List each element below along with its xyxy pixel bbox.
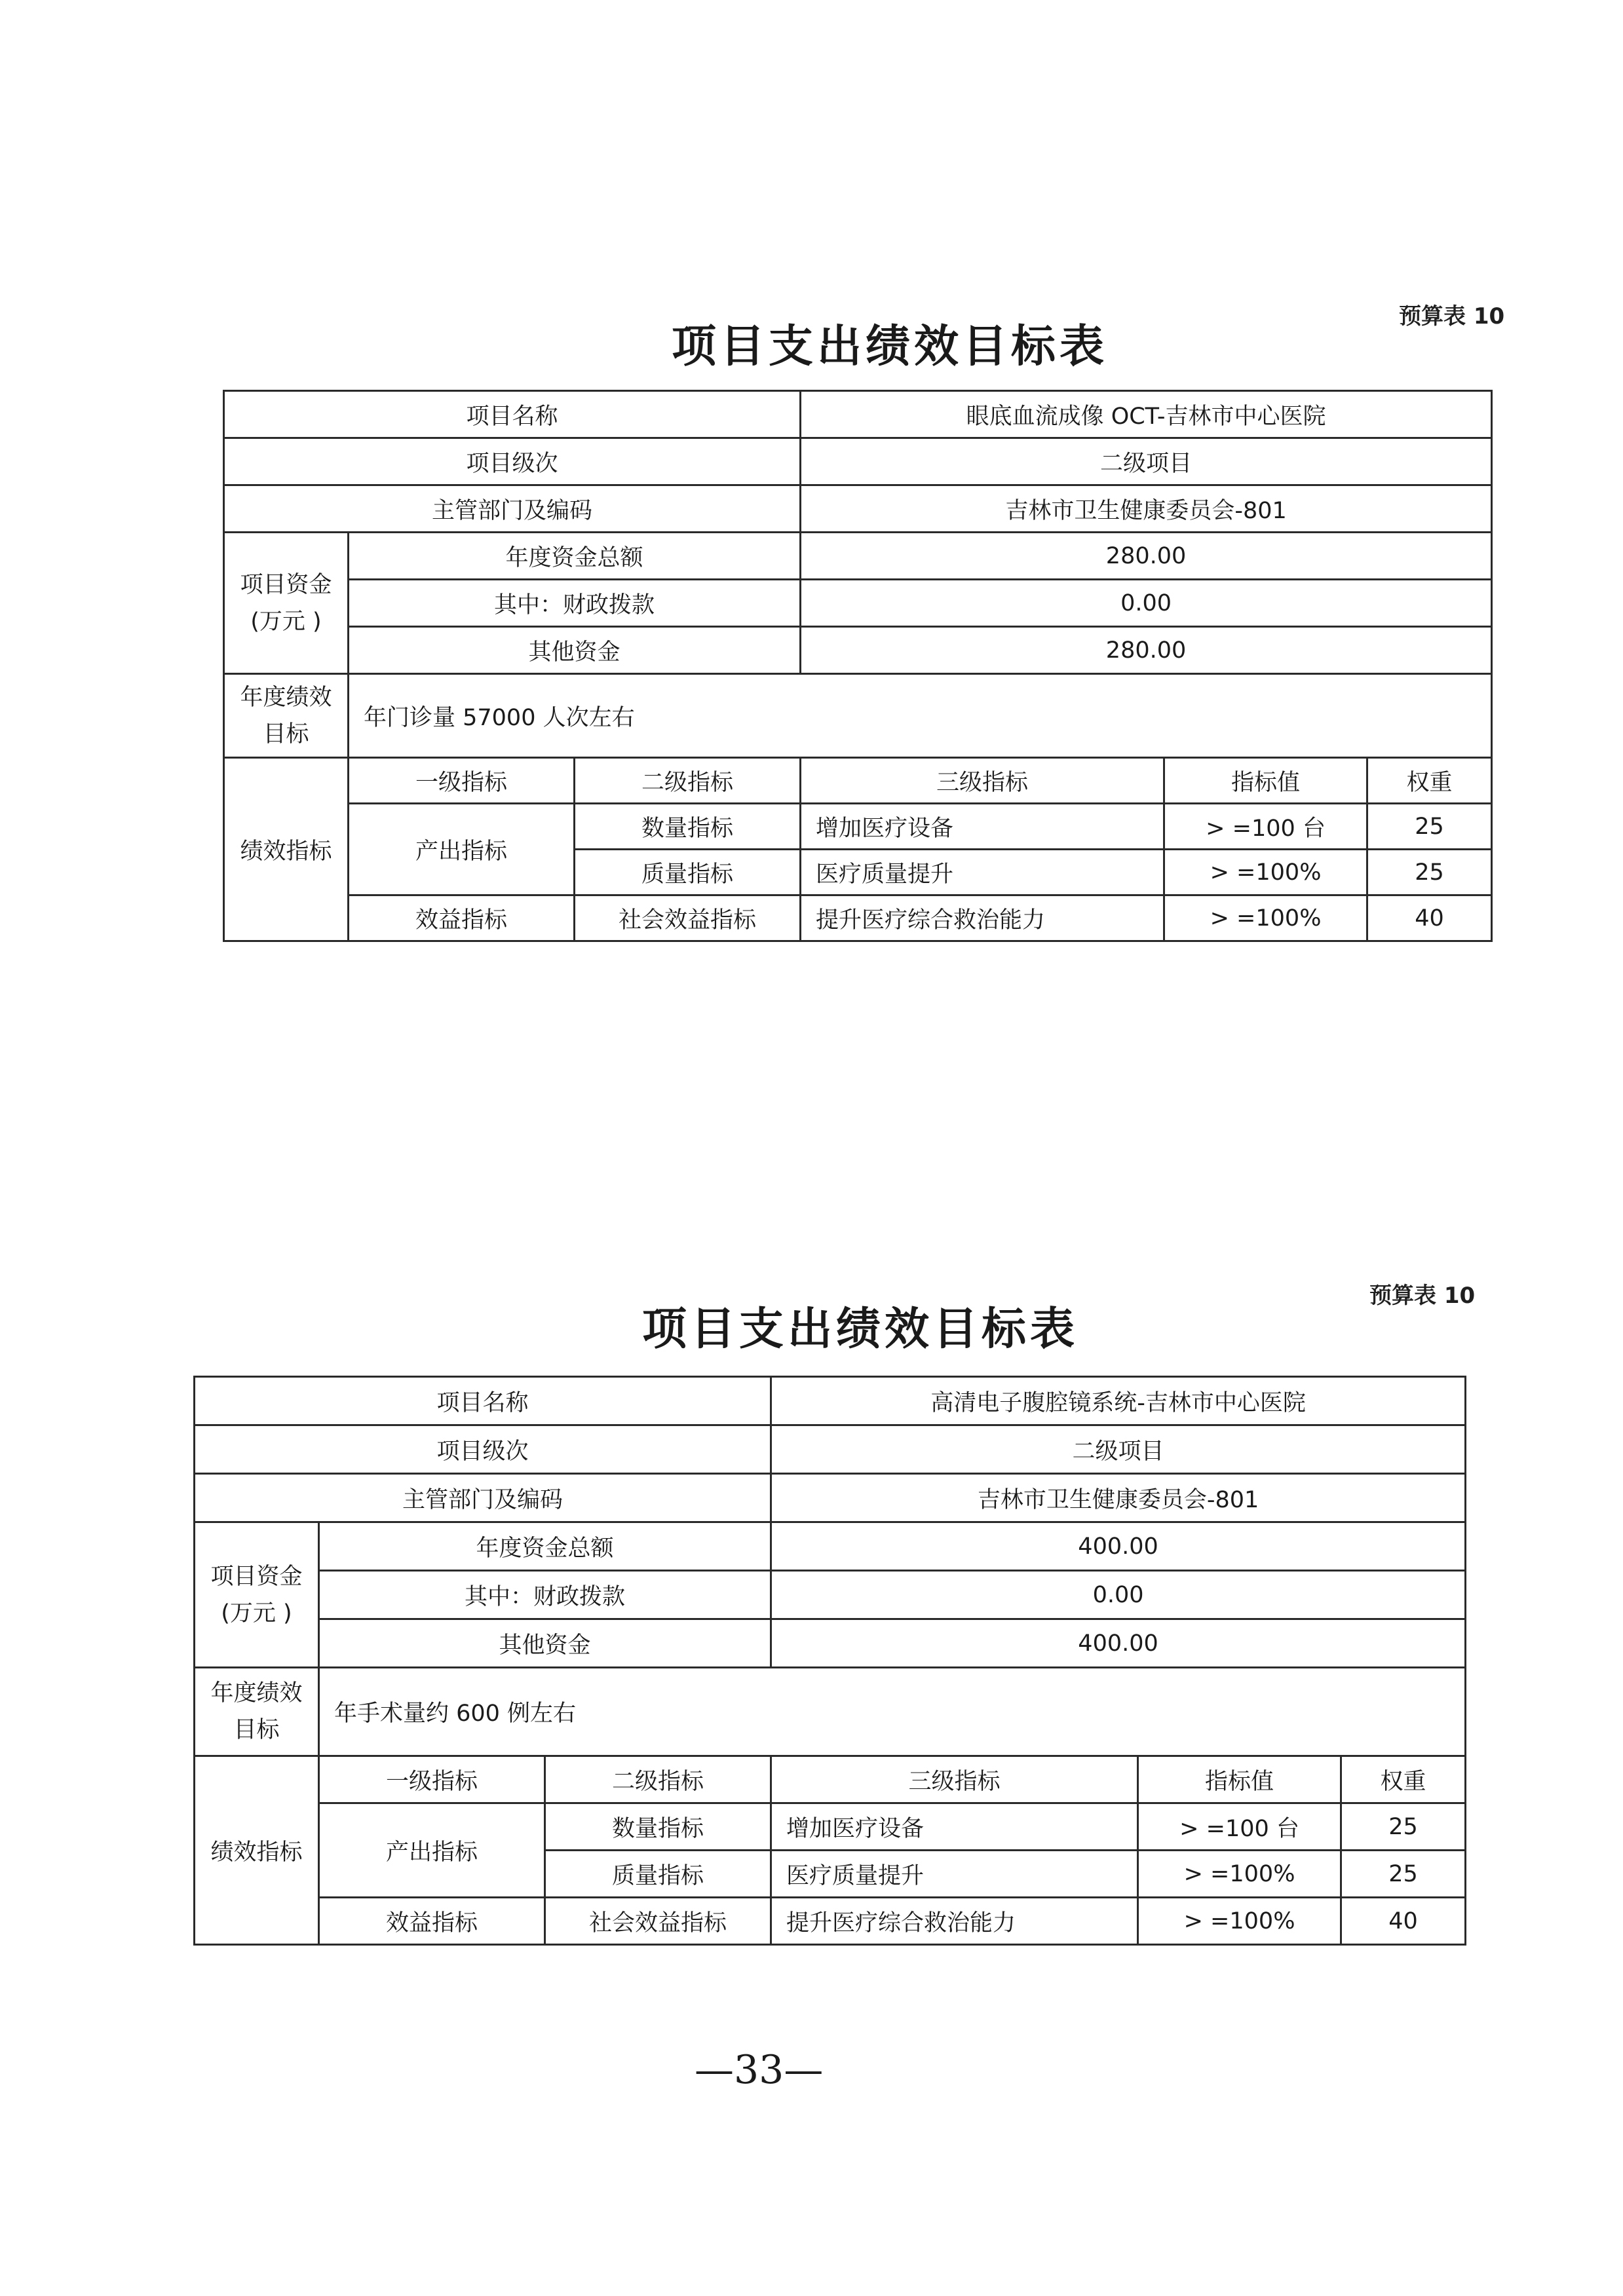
label-project-level: 项目级次 [224,438,801,485]
value-dept-code: 吉林市卫生健康委员会-801 [771,1474,1466,1522]
label-dept-code: 主管部门及编码 [195,1474,771,1522]
label-other-funds: 其他资金 [319,1619,771,1668]
row-project-level [224,438,1492,485]
row-annual-goal [224,674,1492,758]
label-funds: 项目资金 (万元 ) [195,1522,319,1668]
value-cell: > =100% [1164,895,1367,941]
header-indicator-value: 指标值 [1138,1756,1341,1803]
row-project-level [195,1425,1466,1474]
row-fiscal [195,1571,1466,1619]
value-cell: > =100 台 [1138,1803,1341,1851]
header-weight: 权重 [1367,758,1492,804]
header-indicator-value: 指标值 [1164,758,1367,804]
performance-table [193,1376,1466,1946]
header-level2: 二级指标 [575,758,801,804]
level3-cell: 医疗质量提升 [771,1851,1138,1898]
row-dept-code [224,485,1492,533]
value-annual-goal: 年手术量约 600 例左右 [319,1668,1466,1756]
value-annual-total: 280.00 [801,533,1492,580]
weight-cell: 25 [1341,1803,1466,1851]
value-dept-code: 吉林市卫生健康委员会-801 [801,485,1492,533]
row-project-name [195,1377,1466,1425]
label-fiscal: 其中：财政拨款 [349,580,801,627]
level1-benefit: 效益指标 [319,1898,545,1945]
label-fiscal: 其中：财政拨款 [319,1571,771,1619]
value-fiscal: 0.00 [801,580,1492,627]
row-annual-total [224,533,1492,580]
header-level2: 二级指标 [545,1756,771,1803]
label-dept-code: 主管部门及编码 [224,485,801,533]
label-performance: 绩效指标 [224,758,349,941]
row-indicator-header [195,1756,1466,1803]
value-project-level: 二级项目 [771,1425,1466,1474]
level3-cell: 增加医疗设备 [771,1803,1138,1851]
value-project-level: 二级项目 [801,438,1492,485]
value-other-funds: 280.00 [801,627,1492,674]
level1-output: 产出指标 [349,804,575,895]
value-project-name: 高清电子腹腔镜系统-吉林市中心医院 [771,1377,1466,1425]
value-cell: > =100% [1138,1851,1341,1898]
row-annual-total [195,1522,1466,1571]
indicator-row [195,1898,1466,1945]
label-annual-goal: 年度绩效 目标 [195,1668,319,1756]
label-annual-goal: 年度绩效 目标 [224,674,349,758]
value-cell: > =100 台 [1164,804,1367,850]
sheet-title: 项目支出绩效目标表 [642,1304,1079,1355]
label-other-funds: 其他资金 [349,627,801,674]
label-funds: 项目资金 (万元 ) [224,533,349,674]
performance-table [223,390,1493,942]
row-fiscal [224,580,1492,627]
level1-benefit: 效益指标 [349,895,575,941]
weight-cell: 25 [1341,1851,1466,1898]
weight-cell: 40 [1341,1898,1466,1945]
label-annual-total: 年度资金总额 [319,1522,771,1571]
header-weight: 权重 [1341,1756,1466,1803]
label-performance: 绩效指标 [195,1756,319,1945]
label-project-name: 项目名称 [224,391,801,438]
level3-cell: 医疗质量提升 [801,850,1164,895]
row-project-name [224,391,1492,438]
header-level1: 一级指标 [319,1756,545,1803]
weight-cell: 40 [1367,895,1492,941]
weight-cell: 25 [1367,850,1492,895]
row-annual-goal [195,1668,1466,1756]
level3-cell: 增加医疗设备 [801,804,1164,850]
level2-cell: 质量指标 [545,1851,771,1898]
value-cell: > =100% [1138,1898,1341,1945]
level2-cell: 数量指标 [575,804,801,850]
row-indicator-header [224,758,1492,804]
label-annual-total: 年度资金总额 [349,533,801,580]
indicator-row [224,895,1492,941]
page-number: —33— [695,2047,824,2093]
label-project-level: 项目级次 [195,1425,771,1474]
weight-cell: 25 [1367,804,1492,850]
budget-table-code: 预算表 10 [1399,303,1505,329]
header-level3: 三级指标 [771,1756,1138,1803]
header-level3: 三级指标 [801,758,1164,804]
value-annual-total: 400.00 [771,1522,1466,1571]
level2-cell: 社会效益指标 [575,895,801,941]
indicator-row [224,804,1492,850]
value-cell: > =100% [1164,850,1367,895]
level3-cell: 提升医疗综合救治能力 [801,895,1164,941]
level2-cell: 质量指标 [575,850,801,895]
row-dept-code [195,1474,1466,1522]
row-other-funds [224,627,1492,674]
level1-output: 产出指标 [319,1803,545,1898]
value-other-funds: 400.00 [771,1619,1466,1668]
value-project-name: 眼底血流成像 OCT-吉林市中心医院 [801,391,1492,438]
row-other-funds [195,1619,1466,1668]
indicator-row [195,1803,1466,1851]
value-fiscal: 0.00 [771,1571,1466,1619]
level2-cell: 社会效益指标 [545,1898,771,1945]
level3-cell: 提升医疗综合救治能力 [771,1898,1138,1945]
level2-cell: 数量指标 [545,1803,771,1851]
budget-table-code: 预算表 10 [1369,1283,1476,1309]
sheet-title: 项目支出绩效目标表 [672,321,1109,373]
label-project-name: 项目名称 [195,1377,771,1425]
value-annual-goal: 年门诊量 57000 人次左右 [349,674,1492,758]
header-level1: 一级指标 [349,758,575,804]
